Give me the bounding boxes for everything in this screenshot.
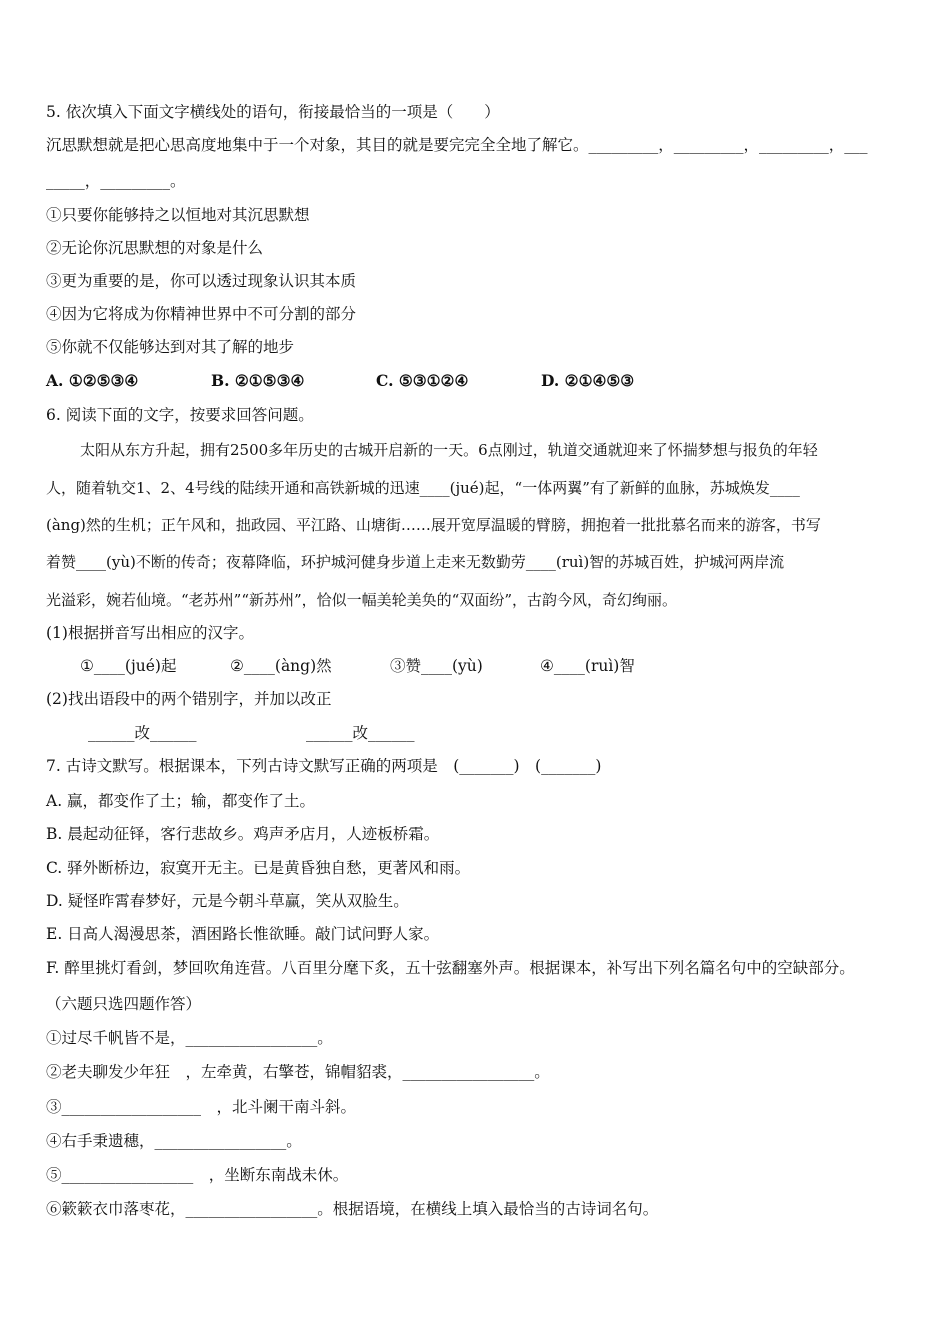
q5-item-5: ⑤你就不仅能够达到对其了解的地步 (46, 338, 295, 356)
q6-stem: 6. 阅读下面的文字，按要求回答问题。 (46, 406, 314, 424)
q6-sub2-item-1: ______改______ (88, 724, 197, 742)
q7-option-f: F. 醉里挑灯看剑，梦回吹角连营。八百里分麾下炙，五十弦翻塞外声。根据课本，补写出下列名篇名句中的空缺部分。 (46, 959, 855, 977)
q7-fill-6: ⑥簌簌衣巾落枣花，_________________。根据语境，在横线上填入最恰当的古诗词名句。 (46, 1200, 659, 1218)
q6-sub2-item-2: ______改______ (306, 724, 415, 742)
q6-passage-line-3: (àng)然的生机；正午风和，拙政园、平江路、山塘街……展开宽厚温暖的臂膀，拥抱着一批批慕名而来的游客，书写 (46, 516, 821, 534)
q5-option-a: A. ①②⑤③④ (46, 371, 139, 390)
q6-sub1-item-3: ③赞____(yù) (390, 657, 483, 675)
q7-fill-3: ③__________________ ，北斗阑干南斗斜。 (46, 1098, 357, 1116)
q6-passage-line-1: 太阳从东方升起，拥有2500多年历史的古城开启新的一天。6点刚过，轨道交通就迎来了怀揣梦想与报负的年轻 (80, 441, 818, 459)
q6-sub2-items (88, 722, 415, 744)
q7-fill-5: ⑤_________________ ，坐断东南战未休。 (46, 1166, 349, 1184)
q7-option-d: D. 疑怪昨霄春梦好，元是今朝斗草赢，笑从双脸生。 (46, 892, 409, 910)
q6-sub1-items (80, 655, 635, 677)
q6-sub1-item-2: ②____(àng)然 (230, 657, 332, 675)
q6-sub2: (2)找出语段中的两个错别字，并加以改正 (46, 690, 332, 708)
q7-option-e: E. 日高人渴漫思茶，酒困路长惟欲睡。敲门试问野人家。 (46, 925, 440, 943)
q5-option-d: D. ②①④⑤③ (541, 371, 635, 390)
q5-options (46, 370, 634, 392)
q5-passage-line-2: _____，_________。 (46, 172, 186, 190)
q7-note: （六题只选四题作答） (46, 995, 202, 1013)
q6-passage-line-2: 人，随着轨交1、2、4号线的陆续开通和高铁新城的迅速____(jué)起，“一体两翼”有了新鲜的血脉，苏城焕发____ (46, 479, 800, 497)
q5-option-b: B. ②①⑤③④ (211, 371, 305, 390)
q5-item-4: ④因为它将成为你精神世界中不可分割的部分 (46, 305, 357, 323)
q7-fill-1: ①过尽千帆皆不是，_________________。 (46, 1029, 333, 1047)
q6-passage-line-5: 光溢彩，婉若仙境。“老苏州”“新苏州”，恰似一幅美轮美奂的“双面纷”，古韵今风，奇幻绚丽。 (46, 591, 678, 609)
q7-option-a: A. 赢，都变作了土；输，都变作了土。 (46, 792, 316, 810)
q5-stem: 5. 依次填入下面文字横线处的语句，衔接最恰当的一项是（ ） (46, 103, 500, 121)
q6-sub1-item-4: ④____(ruì)智 (540, 657, 635, 675)
q5-passage-line-1: 沉思默想就是把心思高度地集中于一个对象，其目的就是要完完全全地了解它。_________，_________，_________，___ (46, 136, 868, 154)
q6-sub1: (1)根据拼音写出相应的汉字。 (46, 624, 254, 642)
q5-item-3: ③更为重要的是，你可以透过现象认识其本质 (46, 272, 357, 290)
q7-option-b: B. 晨起动征铎，客行悲故乡。鸡声矛店月，人迹板桥霜。 (46, 825, 440, 843)
q6-passage-line-4: 着赞____(yù)不断的传奇；夜幕降临，环护城河健身步道上走来无数勤劳____(ruì)智的苏城百姓，护城河两岸流 (46, 553, 785, 571)
q5-item-1: ①只要你能够持之以恒地对其沉思默想 (46, 206, 310, 224)
q5-option-c: C. ⑤③①②④ (376, 371, 469, 390)
q7-fill-4: ④右手秉遗穗，_________________。 (46, 1132, 302, 1150)
q5-item-2: ②无论你沉思默想的对象是什么 (46, 239, 264, 257)
q6-sub1-item-1: ①____(jué)起 (80, 657, 177, 675)
q7-fill-2: ②老夫聊发少年狂 ，左牵黄，右擎苍，锦帽貂裘，_________________。 (46, 1063, 550, 1081)
q7-option-c: C. 驿外断桥边，寂寞开无主。已是黄昏独自愁，更著风和雨。 (46, 859, 471, 877)
q7-stem: 7. 古诗文默写。根据课本，下列古诗文默写正确的两项是 (_______) (_______) (46, 757, 602, 775)
